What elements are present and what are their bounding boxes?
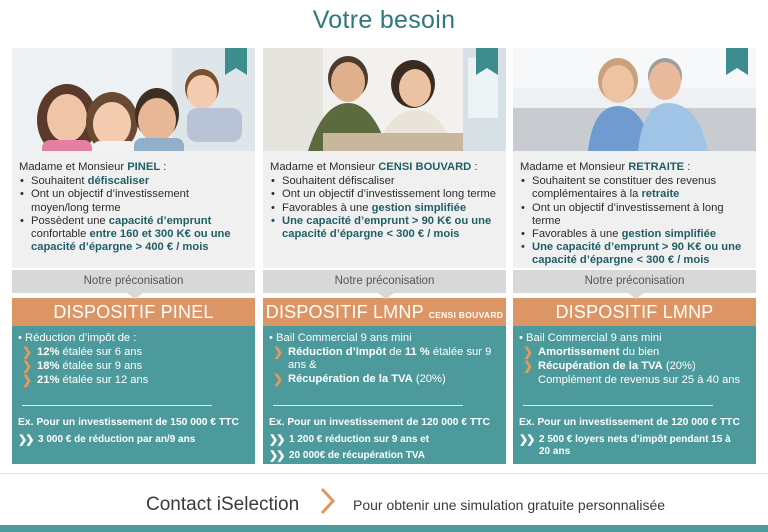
need-item: • Favorables à une gestion simplifiée: [520, 228, 750, 241]
profile-description: [513, 151, 756, 268]
footer-divider: [0, 473, 768, 474]
chevron-right-icon: ❯: [523, 359, 534, 373]
double-chevron-icon: ❯❯: [18, 434, 33, 446]
details-lead: • Bail Commercial 9 ans mini: [269, 332, 412, 344]
detail-row: ❯ 12% étalée sur 6 ans: [22, 345, 143, 359]
dispositif-title: DISPOSITIF LMNP: [513, 298, 756, 326]
need-item: • Souhaitent défiscaliser: [19, 175, 249, 188]
who-prefix: Madame et Monsieur: [270, 161, 379, 173]
profile-name: RETRAITE: [628, 161, 685, 173]
who-suffix: :: [160, 161, 167, 173]
details-lead: • Réduction d’impôt de :: [18, 332, 137, 344]
example-title: Ex. Pour un investissement de 120 000 € TTC: [519, 417, 740, 428]
senior-couple-photo: [513, 48, 756, 151]
need-item: • Ont un objectif d’investissement moyen/long terme: [19, 188, 249, 214]
family-photo: [12, 48, 255, 151]
bottom-bar: [0, 525, 768, 532]
simulation-text: Pour obtenir une simulation gratuite personnalisée: [353, 497, 666, 513]
detail-row: ❯ 18% étalée sur 9 ans: [22, 359, 143, 373]
detail-row: ❯ Récupération de la TVA (20%): [523, 359, 696, 373]
detail-row: Complément de revenus sur 25 à 40 ans: [538, 374, 741, 386]
double-chevron-icon: ❯❯: [269, 434, 284, 446]
profile-description: [12, 151, 255, 268]
who-suffix: :: [471, 161, 478, 173]
profile-description: [263, 151, 506, 268]
detail-row: ❯ Récupération de la TVA (20%): [273, 372, 446, 386]
chevron-right-icon: ❯: [22, 359, 33, 373]
detail-row: ❯ Amortissement du bien: [523, 345, 660, 359]
dispositif-details: [263, 326, 506, 464]
need-item: • Ont un objectif d’investissement à long terme: [520, 202, 750, 228]
need-item: • Favorables à une gestion simplifiée: [270, 202, 500, 215]
profile-name: CENSI BOUVARD: [378, 161, 472, 173]
chevron-right-icon: ❯: [22, 373, 33, 387]
dispositif-subtitle: CENSI BOUVARD: [428, 310, 504, 320]
dispositif-details: [513, 326, 756, 464]
example-line: ❯❯ 1 200 € réduction sur 9 ans et: [269, 434, 430, 446]
down-arrow-icon: [378, 293, 394, 299]
chevron-right-icon: [317, 486, 339, 516]
need-item: • Souhaitent défiscaliser: [270, 175, 500, 188]
recommendation-label: Notre préconisation: [12, 270, 255, 293]
who-prefix: Madame et Monsieur: [520, 161, 629, 173]
divider: [523, 405, 713, 406]
who-suffix: :: [684, 161, 691, 173]
example-line: ❯❯ 2 500 € loyers nets d’impôt pendant 15 à 20 ans: [519, 434, 731, 457]
profile-card-retraite: [513, 48, 756, 464]
detail-row: ❯ 21% étalée sur 12 ans: [22, 373, 149, 387]
dispositif-title: DISPOSITIF PINEL: [12, 298, 255, 326]
divider: [22, 405, 212, 406]
dispositif-title: DISPOSITIF LMNP CENSI BOUVARD: [263, 298, 506, 326]
chevron-right-icon: ❯: [523, 345, 534, 359]
down-arrow-icon: [127, 293, 143, 299]
divider: [273, 405, 463, 406]
example-line: ❯❯ 20 000€ de récupération TVA: [269, 450, 425, 462]
contact-label: Contact iSelection: [146, 494, 300, 515]
double-chevron-icon: ❯❯: [269, 450, 284, 462]
chevron-right-icon: ❯: [273, 372, 284, 386]
need-item: • Une capacité d’emprunt > 90 K€ ou une capacité d’épargne < 300 € / mois: [520, 241, 750, 267]
who-prefix: Madame et Monsieur: [19, 161, 128, 173]
profile-name: PINEL: [127, 161, 161, 173]
example-line: ❯❯ 3 000 € de réduction par an/9 ans: [18, 434, 196, 446]
couple-photo: [263, 48, 506, 151]
need-item: • Une capacité d’emprunt > 90 K€ ou une capacité d’épargne < 300 € / mois: [270, 215, 500, 241]
down-arrow-icon: [628, 293, 644, 299]
detail-row: ❯ Réduction d’Impôt de 11 % étalée sur 9 ans &: [273, 345, 492, 371]
recommendation-label: Notre préconisation: [263, 270, 506, 293]
double-chevron-icon: ❯❯: [519, 434, 534, 446]
chevron-right-icon: ❯: [22, 345, 33, 359]
chevron-right-icon: ❯: [273, 345, 284, 359]
page-title: Votre besoin: [312, 6, 456, 34]
recommendation-label: Notre préconisation: [513, 270, 756, 293]
profile-card-censi-bouvard: [263, 48, 506, 464]
profile-card-pinel: [12, 48, 255, 464]
example-title: Ex. Pour un investissement de 120 000 € TTC: [269, 417, 490, 428]
example-title: Ex. Pour un investissement de 150 000 € TTC: [18, 417, 239, 428]
details-lead: • Bail Commercial 9 ans mini: [519, 332, 662, 344]
dispositif-details: [12, 326, 255, 464]
need-item: • Souhaitent se constituer des revenus complémentaires à la retraite: [520, 175, 750, 201]
need-item: • Ont un objectif d’investissement long terme: [270, 188, 500, 201]
need-item: • Possèdent une capacité d’emprunt confortable entre 160 et 300 K€ ou une capacité d’épargne > 400 € / mois: [19, 215, 249, 255]
